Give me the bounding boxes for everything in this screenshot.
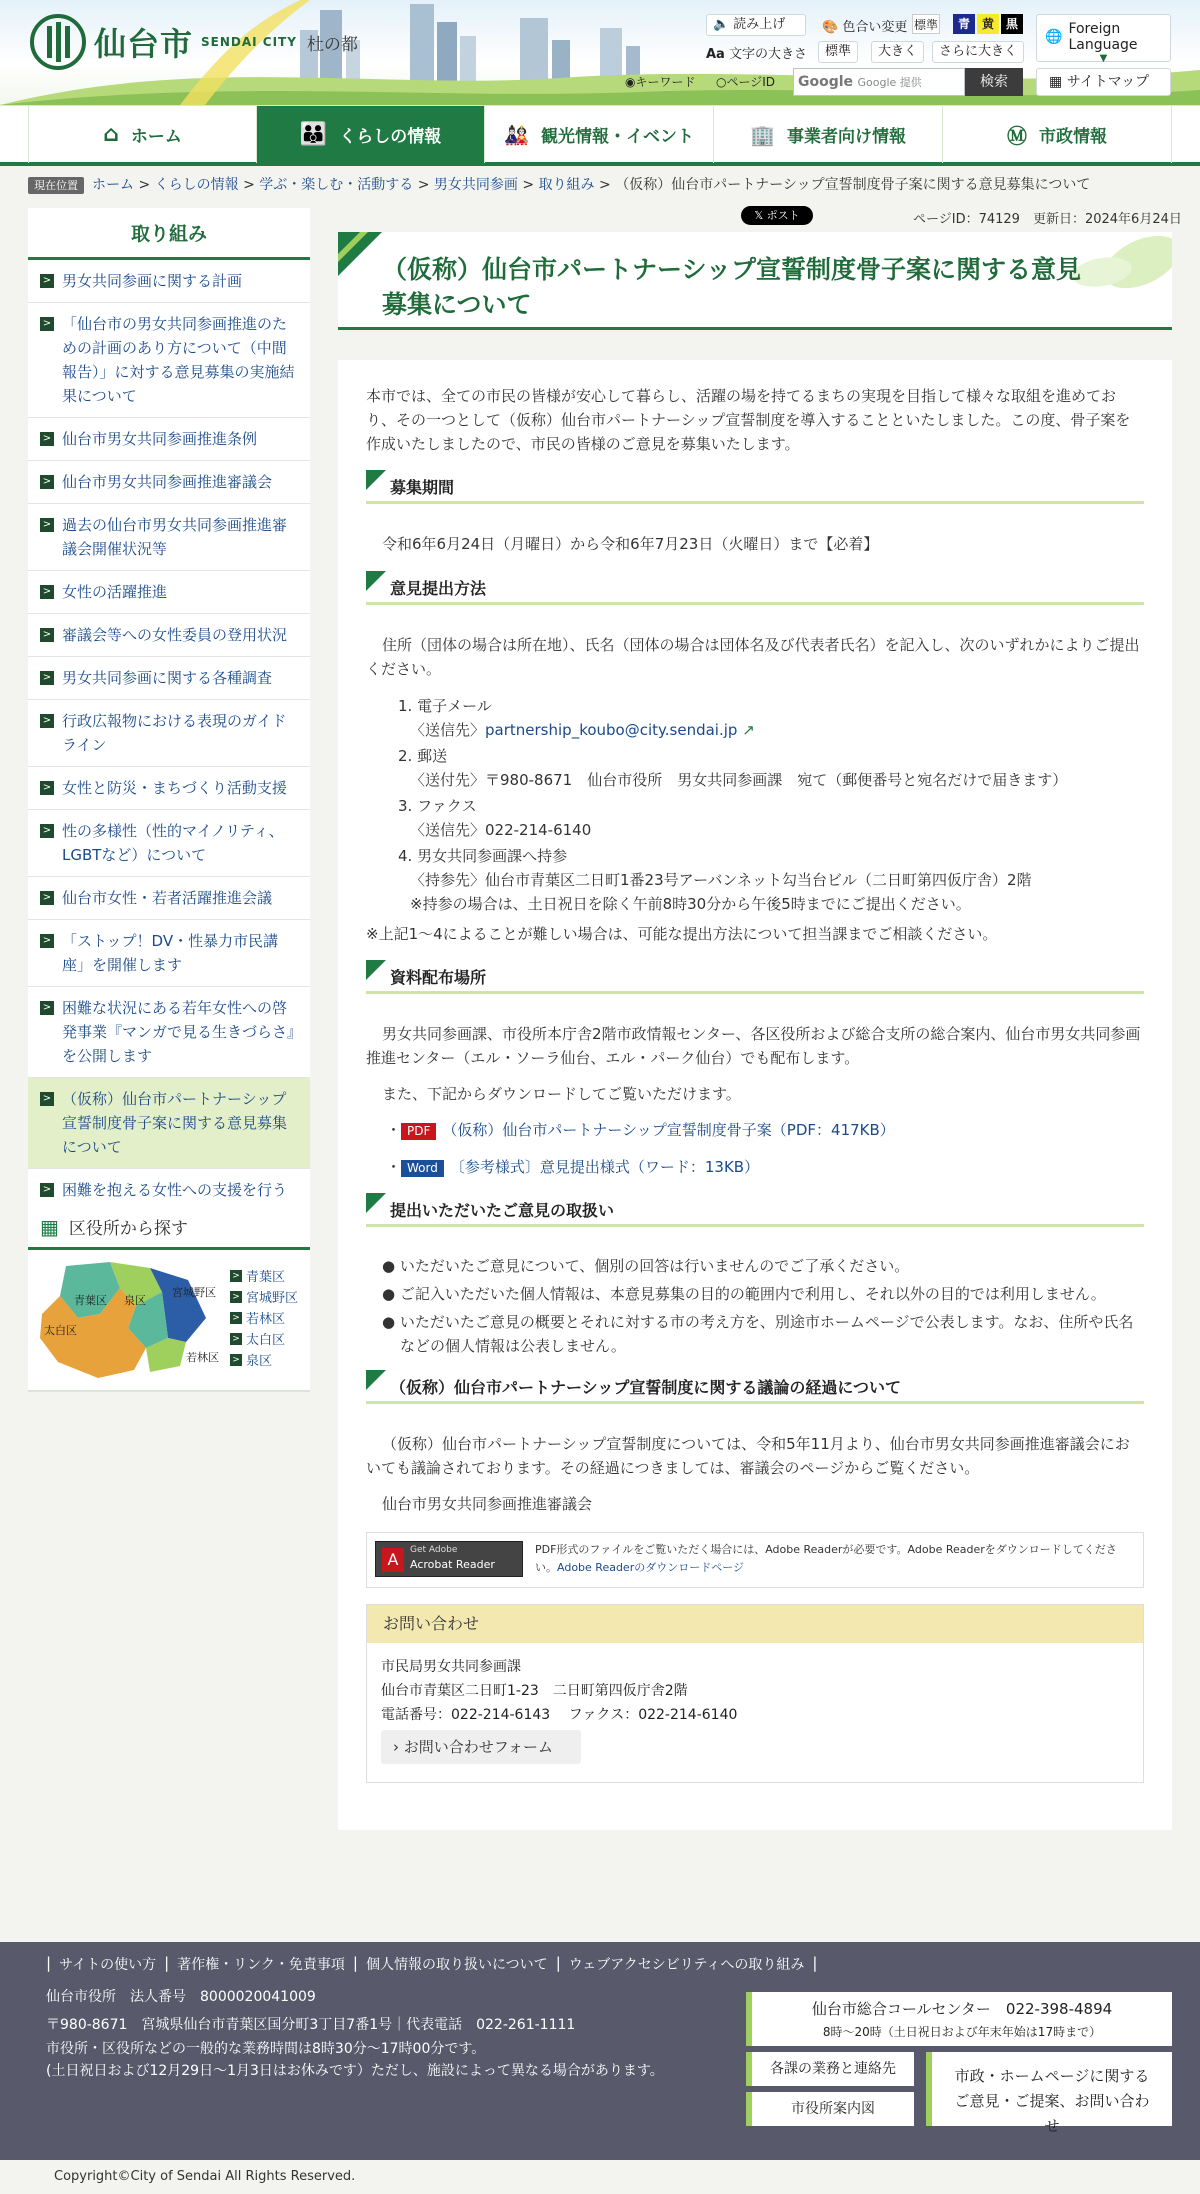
departments-contact-button[interactable]: 各課の業務と連絡先 bbox=[746, 2052, 914, 2086]
sidebar-item-label: 性の多様性（性的マイノリティ、LGBTなど）について bbox=[62, 822, 284, 864]
adobe-download-link[interactable]: Adobe Readerのダウンロードページ bbox=[557, 1561, 744, 1574]
inquiry-address: 仙台市青葉区二日町1-23 二日町第四仮庁舎2階 bbox=[381, 1683, 688, 1699]
chevron-right-icon: › bbox=[393, 1738, 399, 1756]
map-label-wakabayashi: 若林区 bbox=[186, 1351, 219, 1364]
sidebar-menu bbox=[28, 260, 310, 1236]
arrow-right-icon: > bbox=[40, 518, 54, 532]
bullet-icon: ● bbox=[382, 1285, 396, 1303]
breadcrumb-learn[interactable]: 学ぶ・楽しむ・活動する bbox=[259, 177, 414, 193]
heading-marker-icon bbox=[366, 470, 386, 490]
sendai-city-mark-icon bbox=[30, 14, 86, 70]
sidebar-item-label: 仙台市男女共同参画推進条例 bbox=[62, 430, 258, 448]
handling-bullet-3: ● いただいたご意見の概要とそれに対する市の考え方を、別途市ホームページで公表します。なお、住所や氏名などの個人情報は公表しません。 bbox=[382, 1313, 1134, 1355]
font-size-xlarge-button[interactable]: さらに大きく bbox=[932, 41, 1024, 63]
download-pdf-link[interactable]: （仮称）仙台市パートナーシップ宣誓制度骨子案（PDF：417KB） bbox=[442, 1121, 895, 1139]
arrow-right-icon: > bbox=[40, 317, 54, 331]
family-icon: 👪 bbox=[299, 122, 328, 147]
submission-text: 住所（団体の場合は所在地）、氏名（団体の場合は団体名及び代表者氏名）を記入し、次のいずれかによりご提出ください。 bbox=[366, 636, 1140, 678]
heading-marker-icon bbox=[366, 960, 386, 980]
sidebar-item[interactable] bbox=[28, 767, 310, 810]
page-id: ページID：74129 bbox=[913, 212, 1020, 227]
site-name-en: SENDAI CITY bbox=[201, 35, 297, 49]
city-hall-map-button[interactable]: 市役所案内図 bbox=[746, 2092, 914, 2126]
sidebar-item[interactable] bbox=[28, 810, 310, 877]
chevron-down-icon: ▼ bbox=[1099, 53, 1108, 64]
arrow-right-icon: > bbox=[40, 585, 54, 599]
section-heading-distribution: 資料配布場所 bbox=[366, 960, 1144, 994]
sidebar-item-label: 審議会等への女性委員の登用状況 bbox=[62, 626, 288, 644]
sidebar-item[interactable] bbox=[28, 614, 310, 657]
handling-bullet-2: ● ご記入いただいた個人情報は、本意見募集の目的の範囲内で利用し、それ以外の目的では利用しません。 bbox=[382, 1285, 1106, 1303]
download-word[interactable]: ・ Word 〔参考様式〕意見提出様式（ワード：13KB） bbox=[386, 1158, 760, 1176]
sitemap-button[interactable]: ▦ サイトマップ bbox=[1036, 68, 1171, 96]
arrow-right-icon: > bbox=[40, 475, 54, 489]
updated-date: 更新日：2024年6月24日 bbox=[1032, 212, 1182, 227]
footer-office: 仙台市役所 法人番号 8000020041009 bbox=[46, 1989, 316, 2005]
section-heading-discussion: （仮称）仙台市パートナーシップ宣誓制度に関する議論の経過について bbox=[366, 1370, 1144, 1404]
globe-icon: 🌐 bbox=[1045, 29, 1063, 45]
palette-icon: 🎨 bbox=[822, 20, 839, 35]
search-type-keyword[interactable]: ◉キーワード bbox=[625, 75, 696, 89]
sidebar-item[interactable] bbox=[28, 877, 310, 920]
acrobat-icon: A bbox=[382, 1548, 404, 1572]
pdf-icon: PDF bbox=[401, 1123, 436, 1140]
section-heading-submission: 意見提出方法 bbox=[366, 571, 1144, 605]
color-black-button[interactable]: 黒 bbox=[1001, 14, 1023, 34]
font-size-icon: Aa bbox=[706, 47, 725, 62]
arrow-right-icon: > bbox=[40, 432, 54, 446]
sidebar-item-label: 行政広報物における表現のガイドライン bbox=[62, 712, 287, 754]
font-size-standard-button[interactable]: 標準 bbox=[818, 41, 858, 63]
inquiry-phone: 電話番号：022-214-6143 ファクス：022-214-6140 bbox=[381, 1707, 738, 1723]
heading-marker-icon bbox=[366, 1370, 386, 1390]
map-label-aoba: 青葉区 bbox=[74, 1294, 107, 1307]
page-title: （仮称）仙台市パートナーシップ宣誓制度骨子案に関する意見募集について bbox=[382, 255, 1082, 319]
download-word-link[interactable]: 〔参考様式〕意見提出様式（ワード：13KB） bbox=[449, 1158, 760, 1176]
arrow-right-icon: > bbox=[230, 1354, 242, 1366]
footer-holiday: (土日祝日および12月29日～1月3日はお休みです）ただし、施設によって異なる場合があります。 bbox=[46, 2063, 664, 2079]
download-pdf[interactable]: ・ PDF （仮称）仙台市パートナーシップ宣誓制度骨子案（PDF：417KB） bbox=[386, 1121, 895, 1139]
inquiry-form-button[interactable]: › お問い合わせフォーム bbox=[381, 1730, 581, 1764]
arrow-right-icon: > bbox=[40, 891, 54, 905]
sidebar-item-label: 男女共同参画に関する各種調査 bbox=[62, 669, 273, 687]
arrow-right-icon: > bbox=[40, 1183, 54, 1197]
arrow-right-icon: > bbox=[40, 274, 54, 288]
foreign-language-button[interactable]: 🌐 Foreign Language ▼ bbox=[1036, 14, 1171, 62]
sidebar bbox=[28, 208, 310, 1238]
breadcrumb: 現在位置 ホーム > くらしの情報 > 学ぶ・楽しむ・活動する > 男女共同参画 > 取り組み > （仮称）仙台市パートナーシップ宣誓制度骨子案に関する意見募集について bbox=[28, 174, 1090, 194]
footer-address: 〒980-8671 宮城県仙台市青葉区国分町3丁目7番1号｜代表電話 022-261-1111 bbox=[46, 2017, 576, 2033]
method-email: 1. 電子メール 〈送信先〉partnership_koubo@city.sendai.jp ↗ bbox=[398, 697, 755, 739]
x-post-button[interactable]: 𝕏 ポスト bbox=[741, 206, 813, 225]
footer-link-howto[interactable]: サイトの使い方 bbox=[59, 1957, 157, 1973]
arrow-right-icon: > bbox=[230, 1312, 242, 1324]
bullet-icon: ● bbox=[382, 1257, 396, 1275]
email-link[interactable]: partnership_koubo@city.sendai.jp bbox=[485, 721, 738, 739]
sidebar-item-label: 困難を抱える女性への支援を行う bbox=[62, 1181, 288, 1199]
council-link[interactable]: 仙台市男女共同参画推進審議会 bbox=[382, 1495, 593, 1513]
main-content bbox=[338, 360, 1172, 1830]
ward-link-aoba[interactable]: > 青葉区 bbox=[230, 1266, 285, 1285]
breadcrumb-here-label: 現在位置 bbox=[28, 177, 84, 194]
method-fax: 3. ファクス 〈送信先〉022-214-6140 bbox=[398, 797, 592, 839]
business-icon: 🏢 bbox=[750, 122, 775, 147]
footer-links: | サイトの使い方 | 著作権・リンク・免責事項 | 個人情報の取り扱いについて | ウェブアクセシビリティへの取り組み | bbox=[46, 1954, 818, 1973]
font-size-large-button[interactable]: 大きく bbox=[871, 41, 924, 63]
arrow-right-icon: > bbox=[40, 714, 54, 728]
inquiry-department: 市民局男女共同参画課 bbox=[381, 1659, 521, 1675]
page-title-banner bbox=[338, 232, 1172, 330]
handling-bullet-1: ● いただいたご意見について、個別の回答は行いませんのでご了承ください。 bbox=[382, 1257, 910, 1275]
tourism-icon: 🎎 bbox=[504, 122, 529, 147]
color-blue-button[interactable]: 青 bbox=[953, 14, 975, 34]
title-corner-decoration bbox=[338, 232, 382, 276]
sitemap-icon: ▦ bbox=[1049, 74, 1063, 90]
arrow-right-icon: > bbox=[40, 934, 54, 948]
arrow-right-icon: > bbox=[40, 824, 54, 838]
arrow-right-icon: > bbox=[40, 671, 54, 685]
sidebar-item[interactable] bbox=[28, 1078, 310, 1169]
color-change-label: 🎨 色合い変更 bbox=[822, 20, 908, 35]
building-icon: ▦ bbox=[40, 1214, 59, 1239]
discussion-text: （仮称）仙台市パートナーシップ宣誓制度については、令和5年11月より、仙台市男女共同参画推進審議会においても議論されております。その経過につきましては、審議会のページからご覧ください。 bbox=[366, 1435, 1130, 1477]
arrow-right-icon: > bbox=[40, 1092, 54, 1106]
arrow-right-icon: > bbox=[40, 1001, 54, 1015]
site-name: 仙台市 bbox=[94, 25, 194, 63]
search-type-pageid[interactable]: ○ページID bbox=[716, 75, 776, 89]
sidebar-item[interactable] bbox=[28, 920, 310, 987]
site-footer bbox=[0, 1942, 1200, 2194]
sidebar-item-label: 男女共同参画に関する計画 bbox=[62, 272, 243, 290]
section-heading-period: 募集期間 bbox=[366, 470, 1144, 504]
sidebar-item[interactable] bbox=[28, 657, 310, 700]
breadcrumb-living[interactable]: くらしの情報 bbox=[154, 177, 239, 193]
ward-link-taihaku[interactable]: > 太白区 bbox=[230, 1329, 285, 1348]
search-button[interactable]: 検索 bbox=[965, 68, 1023, 96]
heading-marker-icon bbox=[366, 1193, 386, 1213]
site-tagline: 杜の都 bbox=[306, 34, 358, 55]
sidebar-item[interactable] bbox=[28, 987, 310, 1078]
nav-city-government[interactable]: Ⓜ 市政情報 bbox=[943, 106, 1172, 163]
arrow-right-icon: > bbox=[230, 1291, 242, 1303]
nav-home[interactable]: ⌂ ホーム bbox=[28, 106, 257, 163]
map-label-miyagino: 宮城野区 bbox=[172, 1286, 216, 1299]
global-nav bbox=[0, 105, 1200, 166]
methods-note: ※上記1～4によることが難しい場合は、可能な提出方法について担当課までご相談ください。 bbox=[366, 925, 998, 943]
ward-finder bbox=[28, 1206, 310, 1392]
section-heading-handling: 提出いただいたご意見の取扱い bbox=[366, 1193, 1144, 1227]
site-logo[interactable] bbox=[30, 14, 358, 70]
color-standard-button[interactable]: 標準 bbox=[912, 14, 940, 34]
read-aloud-button[interactable]: 🔈 読み上げ bbox=[706, 14, 806, 36]
bullet-icon: ● bbox=[382, 1313, 396, 1331]
sidebar-item[interactable] bbox=[28, 504, 310, 571]
external-link-icon: ↗ bbox=[742, 721, 755, 739]
footer-link-copyright[interactable]: 著作権・リンク・免責事項 bbox=[177, 1957, 345, 1973]
sidebar-item-label: 「仙台市の男女共同参画推進のための計画のあり方について（中間報告）」に対する意見募集の実施結果について bbox=[62, 315, 295, 405]
adobe-reader-notice bbox=[366, 1532, 1144, 1588]
sidebar-item-label: 「ストップ！DV・性暴力市民講座」を開催します bbox=[62, 932, 279, 974]
inquiry-box bbox=[366, 1604, 1144, 1783]
sidebar-item[interactable] bbox=[28, 571, 310, 614]
sidebar-title: 取り組み bbox=[28, 208, 310, 260]
sidebar-item-label: 過去の仙台市男女共同参画推進審議会開催状況等 bbox=[62, 516, 288, 558]
sidebar-item-label: 仙台市男女共同参画推進審議会 bbox=[62, 473, 273, 491]
sidebar-item[interactable] bbox=[28, 303, 310, 418]
breadcrumb-home[interactable]: ホーム bbox=[92, 177, 134, 193]
sidebar-item-label: 仙台市女性・若者活躍推進会議 bbox=[62, 889, 273, 907]
breadcrumb-initiatives[interactable]: 取り組み bbox=[538, 177, 595, 193]
home-icon: ⌂ bbox=[103, 122, 119, 147]
arrow-right-icon: > bbox=[40, 628, 54, 642]
color-yellow-button[interactable]: 黄 bbox=[977, 14, 999, 34]
sidebar-item-label: 女性の活躍推進 bbox=[62, 583, 168, 601]
heading-marker-icon bbox=[366, 571, 386, 591]
sidebar-item[interactable] bbox=[28, 260, 310, 303]
sidebar-item[interactable] bbox=[28, 418, 310, 461]
sidebar-item-label: 女性と防災・まちづくり活動支援 bbox=[62, 779, 287, 797]
download-intro: また、下記からダウンロードしてご覧いただけます。 bbox=[382, 1085, 741, 1103]
footer-link-privacy[interactable]: 個人情報の取り扱いについて bbox=[365, 1957, 548, 1973]
map-label-taihaku: 太白区 bbox=[44, 1324, 77, 1337]
breadcrumb-current: （仮称）仙台市パートナーシップ宣誓制度骨子案に関する意見募集について bbox=[615, 177, 1091, 193]
ward-finder-header: ▦ 区役所から探す bbox=[28, 1206, 310, 1250]
city-mark-icon: Ⓜ bbox=[1007, 124, 1027, 148]
sidebar-item[interactable] bbox=[28, 700, 310, 767]
breadcrumb-gender-equality[interactable]: 男女共同参画 bbox=[433, 177, 518, 193]
speaker-icon: 🔈 bbox=[713, 17, 730, 32]
nav-living[interactable]: 👪 くらしの情報 bbox=[257, 106, 485, 163]
copyright: Copyright©City of Sendai All Rights Reserved. bbox=[0, 2160, 1200, 2194]
footer-hours: 市役所・区役所などの一般的な業務時間は8時30分～17時00分です。 bbox=[46, 2041, 486, 2057]
adobe-notice-text: PDF形式のファイルをご覧いただく場合には、Adobe Readerが必要です。Adobe Readerをダウンロードしてください。Adobe Readerのダウンロードページ bbox=[535, 1543, 1117, 1574]
page-meta bbox=[913, 208, 1182, 227]
period-text: 令和6年6月24日（月曜日）から令和6年7月23日（火曜日）まで【必着】 bbox=[382, 535, 879, 553]
search-input[interactable]: Google Google 提供 bbox=[793, 68, 965, 96]
distribution-text: 男女共同参画課、市役所本庁舎2階市政情報センター、各区役所および総合支所の総合案内、仙台市男女共同参画推進センター（エル・ソーラ仙台、エル・パーク仙台）でも配布します。 bbox=[366, 1025, 1141, 1067]
arrow-right-icon: > bbox=[230, 1270, 242, 1282]
method-in-person: 4. 男女共同参画課へ持参 〈持参先〉仙台市青葉区二日町1番23号アーバンネット勾当台ビル（二日町第四仮庁舎）2階 ※持参の場合は、土日祝日を除く午前8時30分から午後5時までにご提出ください。 bbox=[398, 847, 1032, 913]
inquiry-info bbox=[367, 1643, 1143, 1739]
ward-link-wakabayashi[interactable]: > 若林区 bbox=[230, 1308, 285, 1327]
font-size-label: Aa 文字の大きさ bbox=[706, 47, 807, 62]
map-label-izumi: 泉区 bbox=[124, 1294, 146, 1307]
word-icon: Word bbox=[401, 1160, 444, 1177]
inquiry-header: お問い合わせ bbox=[367, 1605, 1143, 1643]
ward-link-miyagino[interactable]: > 宮城野区 bbox=[230, 1287, 298, 1306]
nav-business[interactable]: 🏢 事業者向け情報 bbox=[714, 106, 943, 163]
call-center-box[interactable]: 仙台市総合コールセンター 022-398-4894 8時～20時（土日祝日および年末年始は17時まで） bbox=[746, 1992, 1172, 2046]
ward-link-izumi[interactable]: > 泉区 bbox=[230, 1350, 272, 1369]
arrow-right-icon: > bbox=[40, 781, 54, 795]
get-adobe-reader-button[interactable]: A Get Adobe Acrobat Reader bbox=[375, 1541, 523, 1577]
site-header bbox=[0, 0, 1200, 105]
sidebar-item[interactable] bbox=[28, 461, 310, 504]
sidebar-item-label: 困難な状況にある若年女性への啓発事業『マンガで見る生きづらさ』を公開します bbox=[62, 999, 295, 1065]
method-mail: 2. 郵送 〈送付先〉〒980-8671 仙台市役所 男女共同参画課 宛て（郵便番号と宛名だけで届きます） bbox=[398, 747, 1068, 789]
sidebar-item-label: （仮称）仙台市パートナーシップ宣誓制度骨子案に関する意見募集について bbox=[62, 1090, 288, 1156]
opinion-contact-button[interactable]: 市政・ホームページに関するご意見・ご提案、お問い合わせ bbox=[926, 2052, 1172, 2126]
footer-link-accessibility[interactable]: ウェブアクセシビリティへの取り組み bbox=[568, 1957, 805, 1973]
arrow-right-icon: > bbox=[230, 1333, 242, 1345]
nav-tourism[interactable]: 🎎 観光情報・イベント bbox=[485, 106, 714, 163]
intro-text: 本市では、全ての市民の皆様が安心して暮らし、活躍の場を持てるまちの実現を目指して様々な取組を進めており、その一つとして（仮称）仙台市パートナーシップ宣誓制度を導入することといたしました。この度、骨子案を作成いたしましたので、市民の皆様のご意見を募集いたします。 bbox=[366, 387, 1131, 453]
